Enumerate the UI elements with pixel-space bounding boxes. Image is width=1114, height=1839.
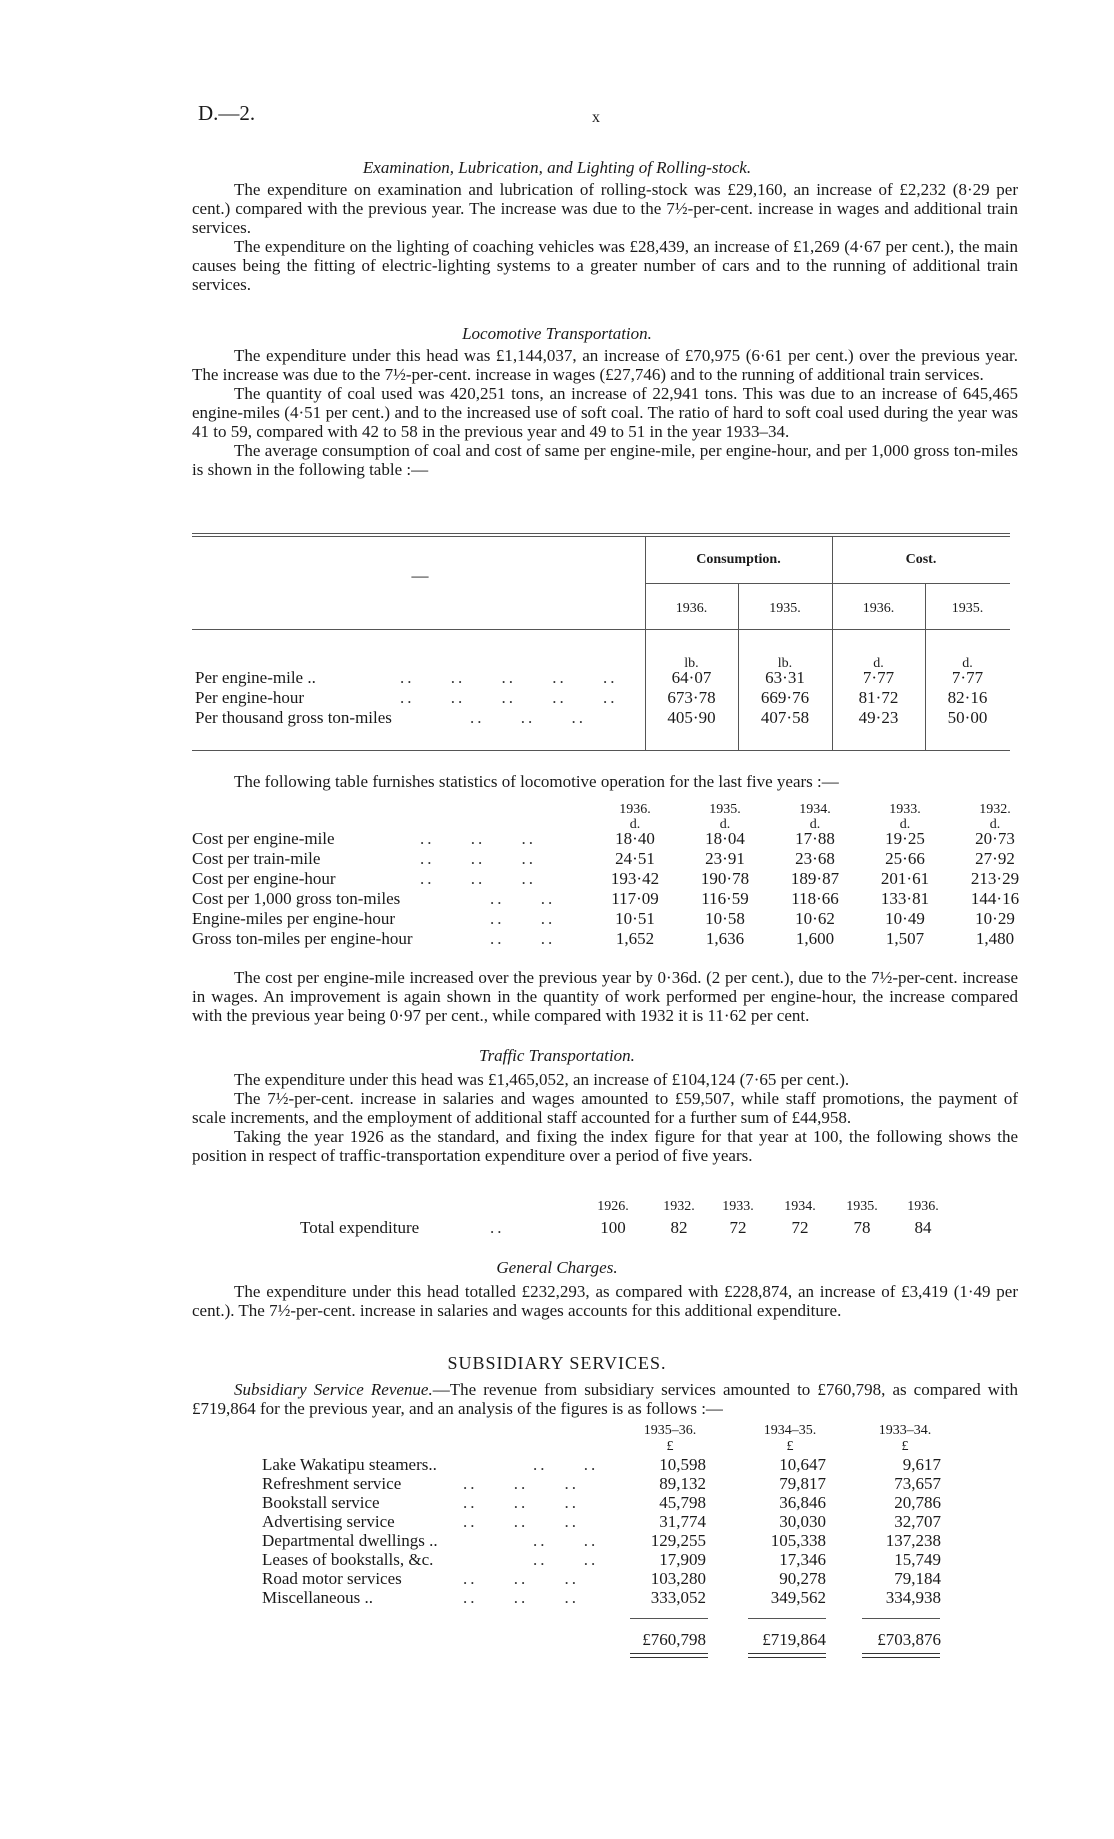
- table-cell: 7·77: [951, 668, 984, 687]
- total-cell: £703,876: [877, 1630, 941, 1649]
- column-header-year: 1934.: [799, 802, 831, 817]
- table-cell: 81·72: [858, 688, 899, 707]
- leader-dots: .. .. .. .. ..: [400, 668, 618, 687]
- unit-label: d.: [809, 817, 821, 832]
- row-label: Cost per 1,000 gross ton-miles: [192, 889, 401, 908]
- column-header-year: 1935–36.: [643, 1423, 697, 1438]
- table-cell: 116·59: [701, 889, 749, 908]
- table-cell: 23·91: [705, 849, 745, 868]
- loco-stats-intro: [192, 772, 1018, 791]
- paragraph: The expenditure under this head was £1,465,052, an increase of £104,124 (7·65 per cent.).: [234, 1070, 850, 1089]
- table-stub: —: [411, 566, 429, 585]
- locomotive-text: [192, 346, 1018, 479]
- column-group-consumption: Consumption.: [696, 552, 781, 567]
- section-heading-subsidiary: SUBSIDIARY SERVICES.: [447, 1353, 667, 1373]
- table-cell: 349,562: [770, 1588, 826, 1607]
- table-cell: 27·92: [975, 849, 1015, 868]
- section-heading-rolling-stock: Examination, Lubrication, and Lighting of Rolling-stock.: [362, 158, 752, 177]
- table-cell: 50·00: [947, 708, 988, 727]
- table-rule: [192, 533, 1010, 534]
- table-cell: 105,338: [770, 1531, 826, 1550]
- section-heading-traffic: Traffic Transportation.: [479, 1046, 635, 1065]
- traffic-text: [192, 1070, 1018, 1165]
- row-label: Departmental dwellings ..: [262, 1531, 438, 1550]
- leader-dots: .. .. ..: [463, 1474, 579, 1493]
- table-cell: 100: [600, 1218, 626, 1237]
- table-cell: 405·90: [667, 708, 716, 727]
- row-label: Bookstall service: [262, 1493, 380, 1512]
- leader-dots: .. ..: [490, 909, 556, 928]
- subsidiary-text: [192, 1380, 1018, 1418]
- table-cell: 9,617: [902, 1455, 941, 1474]
- paragraph: The following table furnishes statistics of locomotive operation for the last five years :—: [234, 772, 839, 791]
- table-cell: 79,817: [779, 1474, 826, 1493]
- table-cell: 10·51: [615, 909, 655, 928]
- table-cell: 1,652: [615, 929, 655, 948]
- unit-label: £: [786, 1439, 794, 1454]
- column-header-year: 1933.: [722, 1199, 754, 1214]
- row-label: Miscellaneous ..: [262, 1588, 373, 1607]
- unit-label: lb.: [777, 656, 793, 671]
- table-cell: 201·61: [880, 869, 930, 888]
- column-header-year: 1936.: [862, 601, 895, 616]
- double-rule: [630, 1653, 708, 1658]
- table-cell: 193·42: [610, 869, 660, 888]
- unit-label: d.: [873, 656, 884, 671]
- table-cell: 213·29: [970, 869, 1020, 888]
- table-cell: 15,749: [894, 1550, 941, 1569]
- double-rule: [748, 1653, 826, 1658]
- table-cell: 31,774: [659, 1512, 706, 1531]
- row-label: Leases of bookstalls, &c.: [262, 1550, 434, 1569]
- unit-label: d.: [899, 817, 911, 832]
- table-cell: 82: [670, 1218, 688, 1237]
- column-header-year: 1936.: [675, 601, 708, 616]
- column-header-year: 1933.: [889, 802, 921, 817]
- table-cell: 10,647: [779, 1455, 826, 1474]
- general-charges-text: [192, 1282, 1018, 1320]
- unit-label: lb.: [684, 656, 699, 671]
- table-cell: 133·81: [880, 889, 930, 908]
- loco-stats-commentary: [192, 968, 1018, 1025]
- column-header-year: 1926.: [597, 1199, 629, 1214]
- row-label: Cost per engine-hour: [192, 869, 336, 888]
- paragraph: The expenditure under this head totalled £232,293, as compared with £228,874, an increase of £3,419 (1·49 per cent.). The 7½-per-cent. increase in salaries and wages accounts for this additional expenditure.: [192, 1282, 1018, 1320]
- table-cell: 10·58: [705, 909, 745, 928]
- table-cell: 1,480: [975, 929, 1015, 948]
- table-cell: 1,600: [795, 929, 835, 948]
- table-cell: 17,909: [659, 1550, 706, 1569]
- table-cell: 10·62: [795, 909, 835, 928]
- leader-dots: .. .. ..: [470, 708, 586, 727]
- table-cell: 24·51: [615, 849, 655, 868]
- table-cell: 36,846: [779, 1493, 826, 1512]
- paragraph: The expenditure on the lighting of coaching vehicles was £28,439, an increase of £1,269 (4·67 per cent.), the main causes being the fitting of electric-lighting systems to a greater number of cars and to the running of additional train services.: [192, 237, 1018, 294]
- leader-dots: .. ..: [490, 929, 556, 948]
- paragraph-body: —The revenue from subsidiary services amounted to £760,798, as compared with £719,864 for the previous year, and an analysis of the figures is as follows :—: [192, 1380, 1018, 1418]
- section-heading-general-charges: General Charges.: [496, 1258, 618, 1277]
- column-header-year: 1935.: [951, 601, 984, 616]
- table-cell: 189·87: [790, 869, 840, 888]
- table-cell: 20·73: [975, 829, 1015, 848]
- table-cell: 64·07: [671, 668, 712, 687]
- table-cell: 137,238: [885, 1531, 941, 1550]
- unit-label: d.: [962, 656, 973, 671]
- table-cell: 7·77: [862, 668, 895, 687]
- table-cell: 190·78: [700, 869, 750, 888]
- table-cell: 1,507: [885, 929, 925, 948]
- table-rule: [192, 536, 1010, 537]
- unit-label: d.: [989, 817, 1001, 832]
- column-header-year: 1936.: [907, 1199, 939, 1214]
- row-label: Engine-miles per engine-hour: [192, 909, 395, 928]
- total-rule: [862, 1618, 940, 1619]
- leader-dots: .. .. ..: [420, 849, 536, 868]
- row-label: Lake Wakatipu steamers..: [262, 1455, 437, 1474]
- table-cell: 73,657: [894, 1474, 941, 1493]
- leader-dots: .. .. ..: [420, 869, 536, 888]
- table-cell: 30,030: [779, 1512, 826, 1531]
- table-cell: 72: [729, 1218, 747, 1237]
- column-header-year: 1932.: [979, 802, 1011, 817]
- paragraph: The 7½-per-cent. increase in salaries and wages amounted to £59,507, while staff promotions, the payment of scale increments, and the employment of additional staff accounted for a further sum of £44,958.: [192, 1089, 1018, 1127]
- table-cell: 63·31: [765, 668, 805, 687]
- table-cell: 79,184: [894, 1569, 941, 1588]
- unit-label: d.: [719, 817, 731, 832]
- page-number: x: [592, 109, 600, 126]
- column-header-year: 1934–35.: [763, 1423, 817, 1438]
- table-cell: 89,132: [659, 1474, 706, 1493]
- total-rule: [748, 1618, 826, 1619]
- table-cell: 333,052: [650, 1588, 706, 1607]
- paragraph: Taking the year 1926 as the standard, and fixing the index figure for that year at 100, the following shows the position in respect of traffic-transportation expenditure over a period of five years.: [192, 1127, 1018, 1165]
- leader-dots: .. ..: [490, 889, 556, 908]
- table-rule: [192, 629, 1010, 630]
- leader-dots: .. .. ..: [463, 1512, 579, 1531]
- column-header-year: 1932.: [663, 1199, 695, 1214]
- leader-dots: ..: [490, 1218, 505, 1237]
- paragraph: The average consumption of coal and cost of same per engine-mile, per engine-hour, and per 1,000 gross ton-miles is shown in the following table :—: [192, 441, 1018, 479]
- leader-dots: .. .. ..: [420, 829, 536, 848]
- row-label: Refreshment service: [262, 1474, 402, 1493]
- row-label: Total expenditure: [300, 1218, 420, 1237]
- column-header-year: 1936.: [619, 802, 651, 817]
- leader-dots: .. .. .. .. ..: [400, 688, 618, 707]
- table-cell: 1,636: [705, 929, 745, 948]
- table-cell: 84: [914, 1218, 932, 1237]
- column-group-cost: Cost.: [905, 552, 937, 567]
- table-rule: [192, 750, 1010, 751]
- paragraph: The cost per engine-mile increased over the previous year by 0·36d. (2 per cent.), due to the 7½-per-cent. increase in wages. An improvement is again shown in the quantity of work performed per engine-hour, the increase compared with the previous year being 0·97 per cent., while compared with 1932 it is 11·62 per cent.: [192, 968, 1018, 1025]
- paragraph: [192, 1380, 1018, 1418]
- total-cell: £719,864: [762, 1630, 826, 1649]
- leader-dots: .. .. ..: [463, 1493, 579, 1512]
- leader-dots: .. ..: [533, 1531, 599, 1550]
- leader-dots: .. .. ..: [463, 1569, 579, 1588]
- rolling-stock-text: [192, 180, 1018, 294]
- paragraph: The quantity of coal used was 420,251 tons, an increase of 22,941 tons. This was due to an increase of 645,465 engine-miles (4·51 per cent.) and to the increased use of soft coal. The ratio of hard to soft coal used during the year was 41 to 59, compared with 42 to 58 in the previous year and 49 to 51 in the year 1933–34.: [192, 384, 1018, 441]
- table-cell: 117·09: [611, 889, 659, 908]
- table-cell: 334,938: [885, 1588, 941, 1607]
- table-cell: 49·23: [858, 708, 899, 727]
- table-cell: 32,707: [894, 1512, 941, 1531]
- row-label: Cost per engine-mile: [192, 829, 335, 848]
- table-cell: 103,280: [650, 1569, 706, 1588]
- column-header-year: 1933–34.: [878, 1423, 932, 1438]
- table-cell: 78: [853, 1218, 871, 1237]
- unit-label: d.: [629, 817, 641, 832]
- table-cell: 45,798: [659, 1493, 706, 1512]
- table-cell: 20,786: [894, 1493, 941, 1512]
- row-label: Per thousand gross ton-miles: [195, 708, 392, 727]
- table-cell: 10·29: [975, 909, 1015, 928]
- column-header-year: 1935.: [709, 802, 741, 817]
- total-rule: [630, 1618, 708, 1619]
- table-cell: 407·58: [760, 708, 810, 727]
- column-header-year: 1935.: [769, 601, 801, 616]
- row-label: Advertising service: [262, 1512, 395, 1531]
- table-cell: 25·66: [885, 849, 925, 868]
- paragraph: The expenditure on examination and lubrication of rolling-stock was £29,160, an increase of £2,232 (8·29 per cent.) compared with the previous year. The increase was due to the 7½-per-cent. increase in wages and additional train services.: [192, 180, 1018, 237]
- table-cell: 129,255: [650, 1531, 706, 1550]
- table-cell: 17·88: [795, 829, 835, 848]
- double-rule: [862, 1653, 940, 1658]
- document-reference: D.—2.: [198, 101, 256, 125]
- table-cell: 17,346: [779, 1550, 826, 1569]
- row-label: Road motor services: [262, 1569, 402, 1588]
- table-cell: 90,278: [779, 1569, 826, 1588]
- unit-label: £: [901, 1439, 909, 1454]
- table-cell: 144·16: [970, 889, 1020, 908]
- table-cell: 18·40: [615, 829, 655, 848]
- table-cell: 118·66: [791, 889, 839, 908]
- table-cell: 10·49: [885, 909, 925, 928]
- total-cell: £760,798: [642, 1630, 706, 1649]
- column-header-year: 1935.: [846, 1199, 878, 1214]
- table-rule: [645, 583, 1010, 584]
- row-label: Gross ton-miles per engine-hour: [192, 929, 413, 948]
- unit-label: £: [666, 1439, 674, 1454]
- section-heading-locomotive: Locomotive Transportation.: [462, 324, 652, 343]
- row-label: Per engine-mile ..: [195, 668, 316, 687]
- row-label: Per engine-hour: [195, 688, 305, 707]
- column-header-year: 1934.: [784, 1199, 816, 1214]
- table-cell: 19·25: [885, 829, 925, 848]
- paragraph: The expenditure under this head was £1,144,037, an increase of £70,975 (6·61 per cent.) over the previous year. The increase was due to the 7½-per-cent. increase in wages (£27,746) and to the running of additional train services.: [192, 346, 1018, 384]
- table-cell: 18·04: [705, 829, 745, 848]
- table-cell: 23·68: [795, 849, 835, 868]
- leader-dots: .. .. ..: [463, 1588, 579, 1607]
- leader-dots: .. ..: [533, 1550, 599, 1569]
- table-cell: 673·78: [667, 688, 716, 707]
- table-cell: 82·16: [947, 688, 988, 707]
- row-label: Cost per train-mile: [192, 849, 321, 868]
- table-cell: 669·76: [760, 688, 810, 707]
- lead-in: Subsidiary Service Revenue.: [234, 1380, 433, 1399]
- table-cell: 72: [791, 1218, 809, 1237]
- table-cell: 10,598: [659, 1455, 706, 1474]
- leader-dots: .. ..: [533, 1455, 599, 1474]
